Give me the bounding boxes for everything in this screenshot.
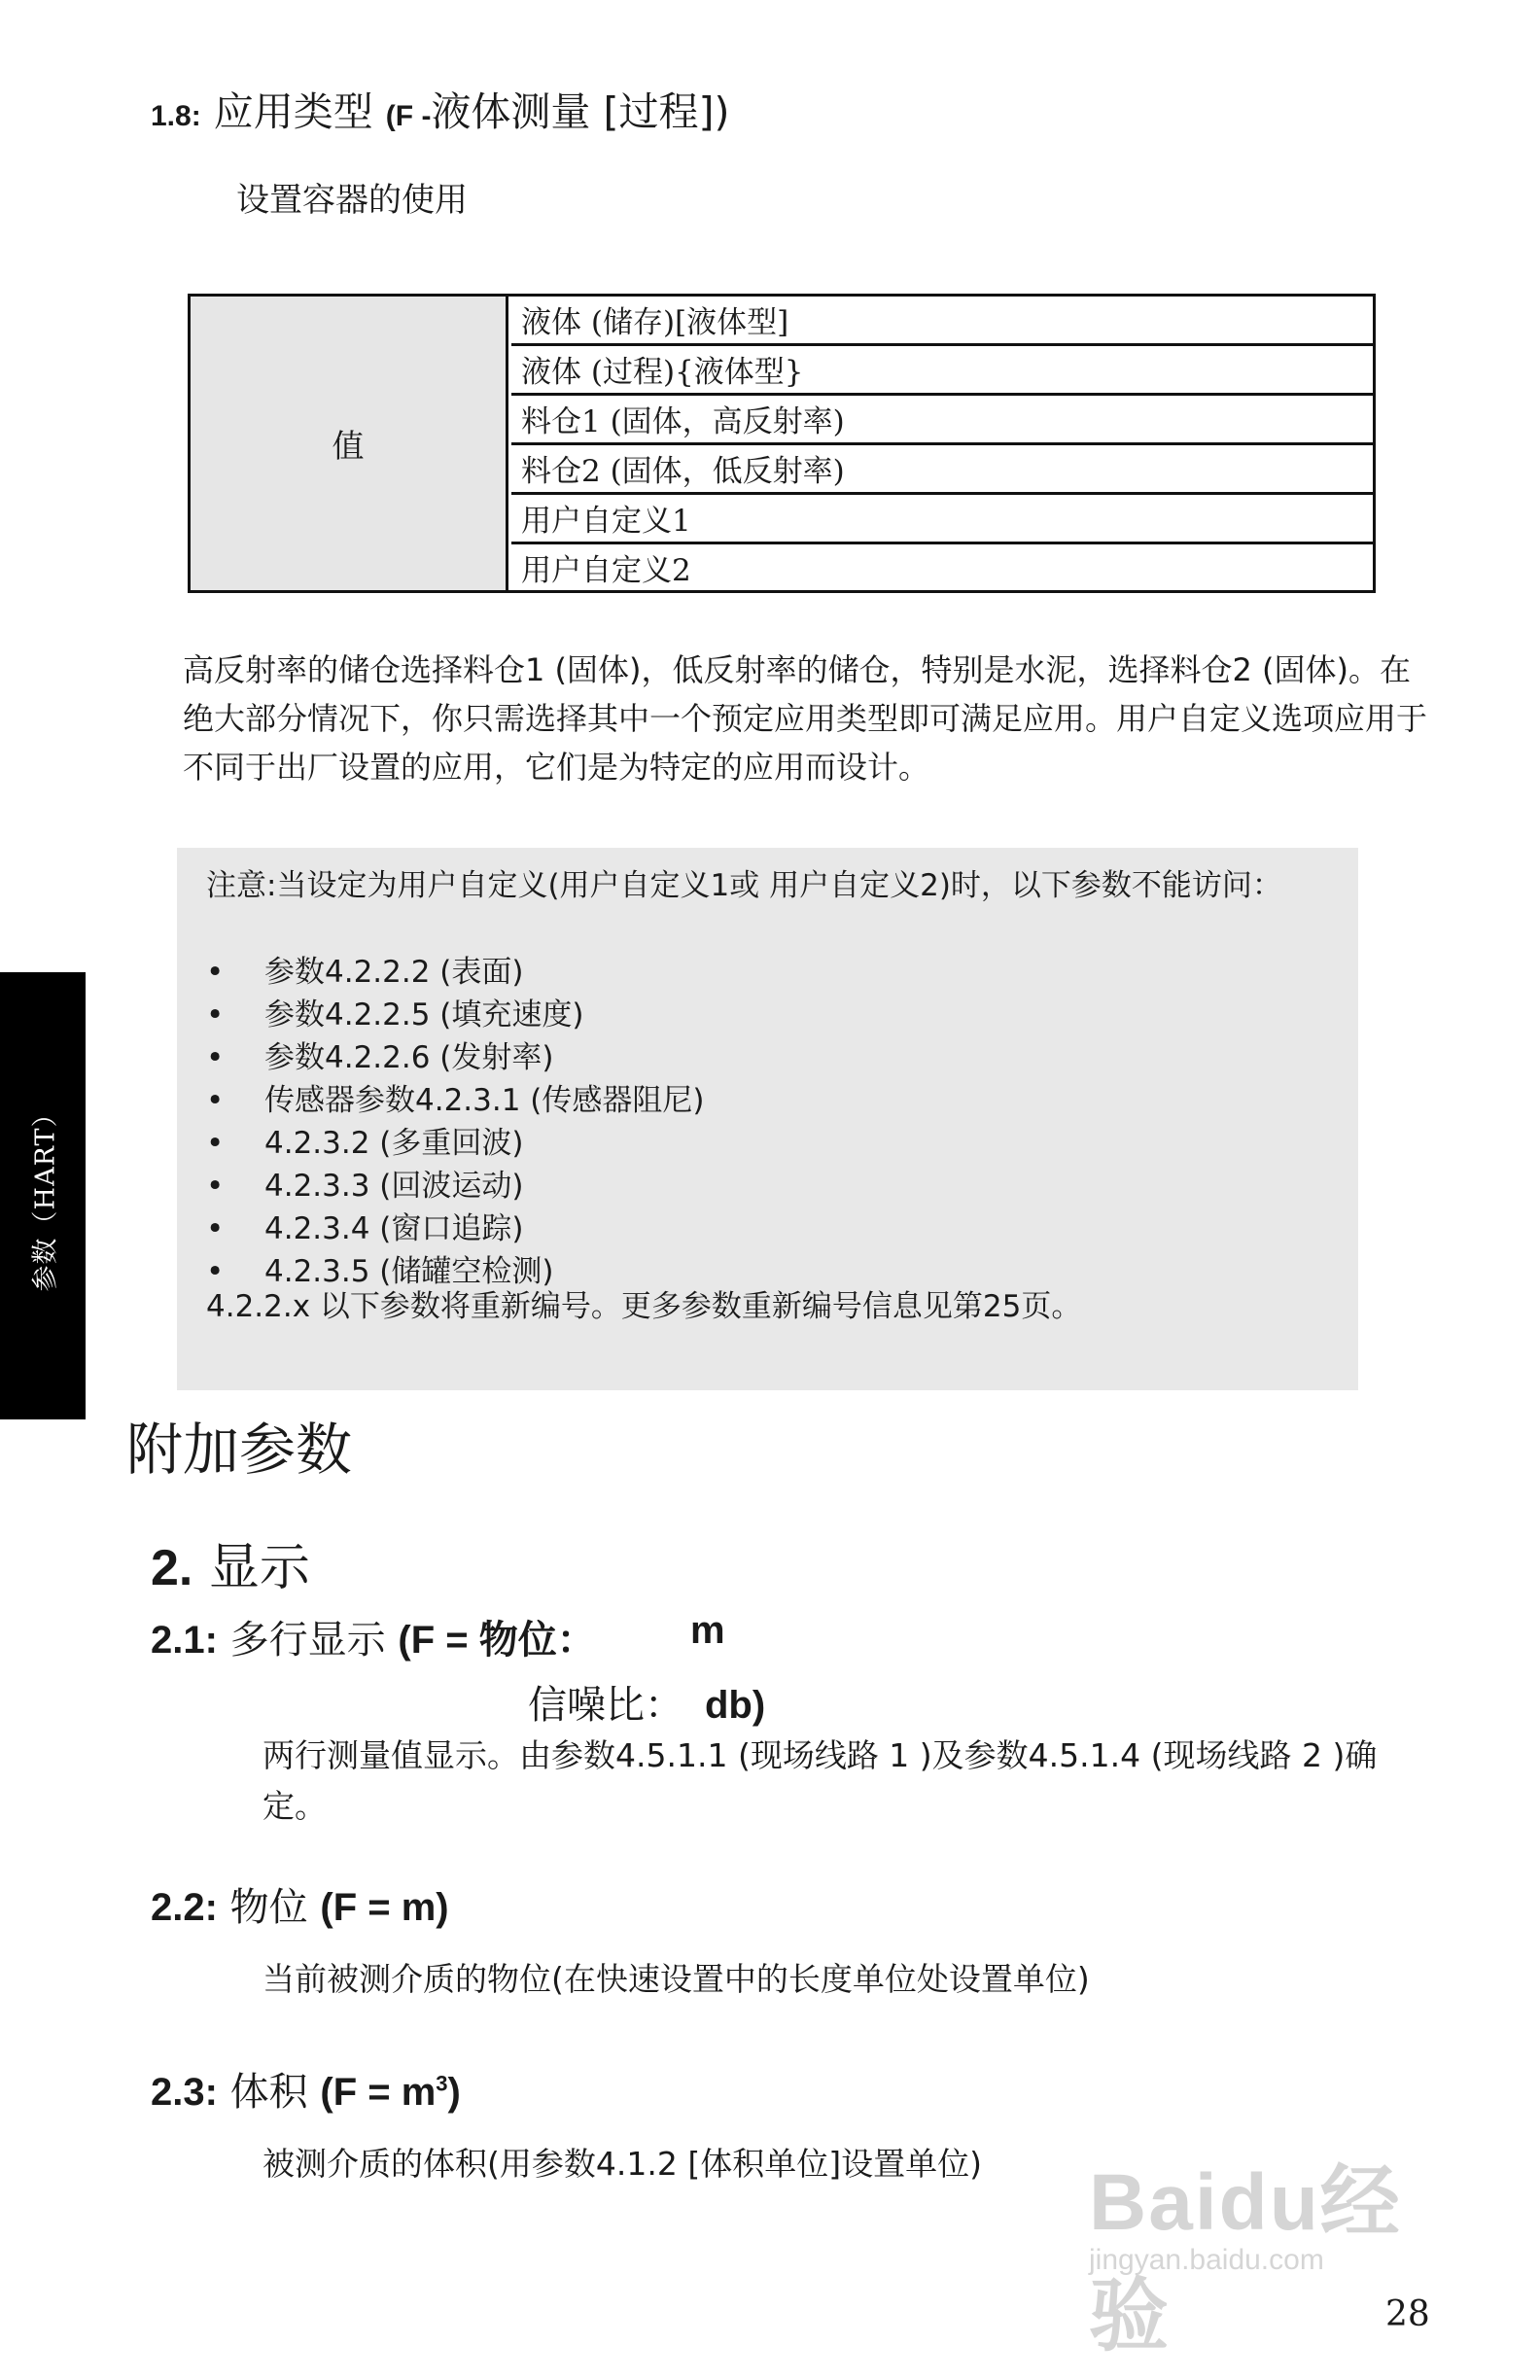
side-tab-label: 参数（HART） xyxy=(30,1100,61,1292)
section-title: 显示 xyxy=(208,1539,310,1597)
note-box xyxy=(177,848,1358,1390)
section-2-2-body: 当前被测介质的物位(在快速设置中的长度单位处设置单位) xyxy=(262,1960,1090,1998)
superscript: 3 xyxy=(436,2071,448,2096)
watermark-logo: Baidu经验 xyxy=(1089,2158,1402,2361)
section-2-1-body: 两行测量值显示。由参数4.5.1.1 (现场线路 1 )及参数4.5.1.4 (现场线路 2 )确定。 xyxy=(262,1736,1378,1825)
factory-suffix: [过程]) xyxy=(603,88,730,135)
factory-line-1: (F = 物位： xyxy=(398,1619,596,1662)
bullet: • xyxy=(206,1254,225,1289)
values-label: 值 xyxy=(191,297,508,590)
factory-unit-2: db) xyxy=(705,1684,766,1727)
section-number: 2. xyxy=(151,1540,193,1596)
section-title: 体积 xyxy=(229,2070,308,2115)
value-option: 用户自定义1 xyxy=(511,495,1373,544)
value-option: 液体 (储存)[液体型] xyxy=(511,297,1373,346)
section-1-8-heading xyxy=(151,80,729,137)
bullet: • xyxy=(206,1126,225,1161)
side-tab xyxy=(0,972,86,1419)
value-option: 料仓1 (固体，高反射率) xyxy=(511,396,1373,445)
bullet: • xyxy=(206,1040,225,1075)
factory-value: 液体测量 xyxy=(431,88,591,135)
section-2-3-heading xyxy=(151,2061,461,2117)
section-intro: 设置容器的使用 xyxy=(236,181,468,220)
section-2-3-body: 被测介质的体积(用参数4.1.2 [体积单位]设置单位) xyxy=(262,2145,982,2183)
watermark-url: jingyan.baidu.com xyxy=(1089,2244,1324,2276)
factory-prefix: (F - xyxy=(385,100,432,132)
bullet: • xyxy=(206,1083,225,1118)
list-item: • 参数4.2.2.6 (发射率) xyxy=(206,1036,705,1079)
value-option: 用户自定义2 xyxy=(521,553,691,588)
values-table xyxy=(188,294,1376,593)
list-item: • 参数4.2.2.2 (表面) xyxy=(206,951,705,994)
section-title: 多行显示 xyxy=(229,1618,386,1662)
bullet: • xyxy=(206,998,225,1032)
factory-line-2: 信噪比： xyxy=(528,1683,683,1728)
note-footer: 4.2.2.x 以下参数将重新编号。更多参数重新编号信息见第25页。 xyxy=(206,1289,1082,1324)
bullet: • xyxy=(206,1169,225,1204)
list-item: • 传感器参数4.2.3.1 (传感器阻尼) xyxy=(206,1079,705,1122)
list-item: • 4.2.3.3 (回波运动) xyxy=(206,1165,705,1208)
section-number: 2.1: xyxy=(151,1619,218,1662)
value-option: 液体 (过程){液体型} xyxy=(511,346,1373,396)
section-2-1-factory-line-2 xyxy=(528,1674,765,1730)
list-item: • 4.2.3.5 (储罐空检测) xyxy=(206,1250,705,1293)
note-list xyxy=(206,951,705,1293)
page-number: 28 xyxy=(1385,2294,1430,2334)
section-title: 物位 xyxy=(229,1885,308,1930)
list-item: • 4.2.3.2 (多重回波) xyxy=(206,1122,705,1165)
bullet: • xyxy=(206,1211,225,1246)
section-title: 应用类型 xyxy=(213,88,373,135)
section-number: 2.2: xyxy=(151,1886,218,1929)
factory-value: (F = m) xyxy=(320,1886,449,1929)
list-item: • 4.2.3.4 (窗口追踪) xyxy=(206,1208,705,1250)
note-header: 注意:当设定为用户自定义(用户自定义1或 用户自定义2)时，以下参数不能访问： xyxy=(206,868,1282,903)
factory-unit-1: m xyxy=(690,1609,725,1652)
section-number: 2.3: xyxy=(151,2071,218,2114)
section-2-1-heading xyxy=(151,1609,725,1664)
additional-params-title: 附加参数 xyxy=(126,1417,353,1483)
value-option: 料仓2 (固体，低反射率) xyxy=(511,445,1373,495)
factory-value: $(F = m^3)$ xyxy=(320,2071,461,2114)
section-number: 1.8: xyxy=(151,100,201,132)
section-2-heading xyxy=(151,1526,310,1599)
list-item: • 参数4.2.2.5 (填充速度) xyxy=(206,994,705,1036)
bullet: • xyxy=(206,955,225,990)
description-paragraph: 高反射率的储仓选择料仓1 (固体)，低反射率的储仓，特别是水泥，选择料仓2 (固体)。在绝大部分情况下，你只需选择其中一个预定应用类型即可满足应用。用户自定义选项应用于不同于出厂设置的应用，它们是为特定的应用而设计。 xyxy=(183,651,1428,786)
section-2-2-heading xyxy=(151,1876,449,1932)
